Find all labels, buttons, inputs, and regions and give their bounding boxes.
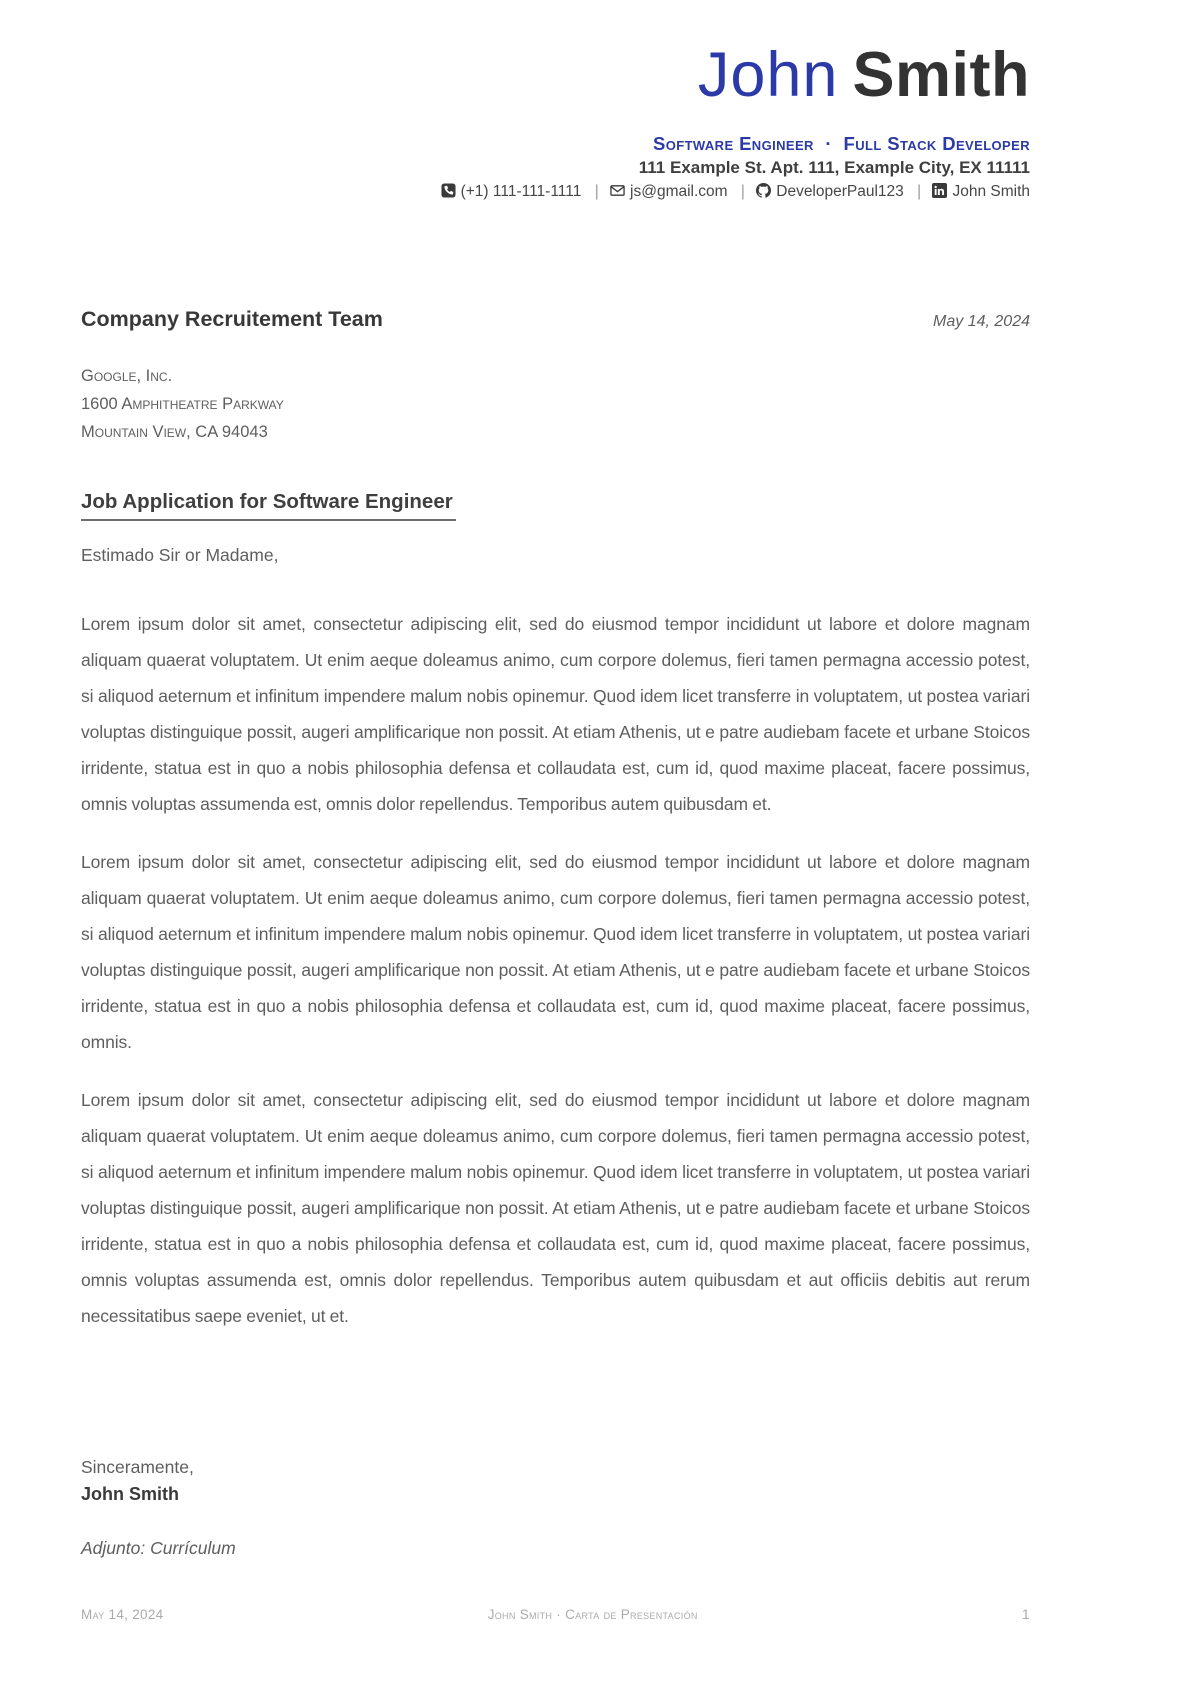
letter-date: May 14, 2024 [933,313,1030,330]
full-name [81,42,1030,125]
body-paragraph: Lorem ipsum dolor sit amet, consectetur adipiscing elit, sed do eiusmod tempor incididunt ut labore et dolore magnam aliquam quaerat voluptatem. Ut enim aeque doleamus animo, cum corpore dolemus, fieri tamen permagna accessio potest, si aliquod aeternum et infinitum impendere malum nobis opinemur. Quod idem licet transferre in voluptatem, ut postea variari voluptas distinguique possit, augeri amplificarique non possit. At etiam Athenis, ut e patre audiebam facete et urbane Stoicos irridente, statua est in quo a nobis philosophia defensa et collaudata est, cum id, quod maxime placeat, facere possimus, omnis voluptas assumenda est, omnis dolor repellendus. Temporibus autem quibusdam et aut officiis debitis aut rerum necessitatibus saepe eveniet, ut et. [81,1090,1030,1326]
linkedin-icon [932,183,947,203]
github-contact[interactable] [756,183,908,200]
phone-number: (+1) 111-111-1111 [460,183,582,200]
body-paragraph: Lorem ipsum dolor sit amet, consectetur adipiscing elit, sed do eiusmod tempor incididunt ut labore et dolore magnam aliquam quaerat voluptatem. Ut enim aeque doleamus animo, cum corpore dolemus, fieri tamen permagna accessio potest, si aliquod aeternum et infinitum impendere malum nobis opinemur. Quod idem licet transferre in voluptatem, ut postea variari voluptas distinguique possit, augeri amplificarique non possit. At etiam Athenis, ut e patre audiebam facete et urbane Stoicos irridente, statua est in quo a nobis philosophia defensa et collaudata est, cum id, quod maxime placeat, facere possimus, omnis. [81,852,1030,1052]
position-separator: · [825,133,832,154]
contact-separator: | [594,183,599,200]
position-left: Software Engineer [653,133,814,154]
closing-block [81,1454,1030,1508]
contact-separator: | [740,183,745,200]
linkedin-contact[interactable] [932,183,1030,200]
recipient-company: Google, Inc. [81,367,173,385]
greeting: Estimado Sir or Madame, [81,545,279,565]
page-footer [81,1606,1030,1622]
position-right: Full Stack Developer [843,133,1030,154]
recipient-row [81,307,1030,332]
phone-icon [441,183,456,203]
closing-text: Sinceramente, [81,1457,194,1477]
header-address: 111 Example St. Apt. 111, Example City, EX 11111 [638,158,1030,177]
letter-title-wrap [81,490,1030,521]
body-paragraph: Lorem ipsum dolor sit amet, consectetur adipiscing elit, sed do eiusmod tempor incididunt ut labore et dolore magnam aliquam quaerat voluptatem. Ut enim aeque doleamus animo, cum corpore dolemus, fieri tamen permagna accessio potest, si aliquod aeternum et infinitum impendere malum nobis opinemur. Quod idem licet transferre in voluptatem, ut postea variari voluptas distinguique possit, augeri amplificarique non possit. At etiam Athenis, ut e patre audiebam facete et urbane Stoicos irridente, statua est in quo a nobis philosophia defensa et collaudata est, cum id, quod maxime placeat, facere possimus, omnis voluptas assumenda est, omnis dolor repellendus. Temporibus autem quibusdam et. [81,614,1030,814]
github-username: DeveloperPaul123 [776,183,904,200]
email-address: js@gmail.com [630,183,728,200]
footer-date: May 14, 2024 [81,1607,164,1622]
enclosure-note: Adjunto: Currículum [81,1538,236,1558]
phone-contact[interactable] [441,183,586,200]
letter-header [81,42,1030,203]
email-contact[interactable] [610,183,732,200]
recipient-name: Company Recruitement Team [81,307,383,331]
first-name: John [697,40,839,110]
github-icon [756,183,771,203]
last-name: Smith [852,40,1030,110]
linkedin-name: John Smith [952,183,1030,200]
email-icon [610,183,625,203]
signature-name: John Smith [81,1484,179,1504]
recipient-city: Mountain View, CA 94043 [81,423,268,441]
recipient-address [81,362,1030,446]
footer-title: John Smith · Carta de Presentación [487,1607,698,1622]
contact-separator: | [917,183,922,200]
letter-title: Job Application for Software Engineer [81,490,456,521]
recipient-street: 1600 Amphitheatre Parkway [81,395,284,413]
position-title [81,133,1030,155]
page-number: 1 [1021,1606,1030,1622]
contact-line [81,183,1030,203]
